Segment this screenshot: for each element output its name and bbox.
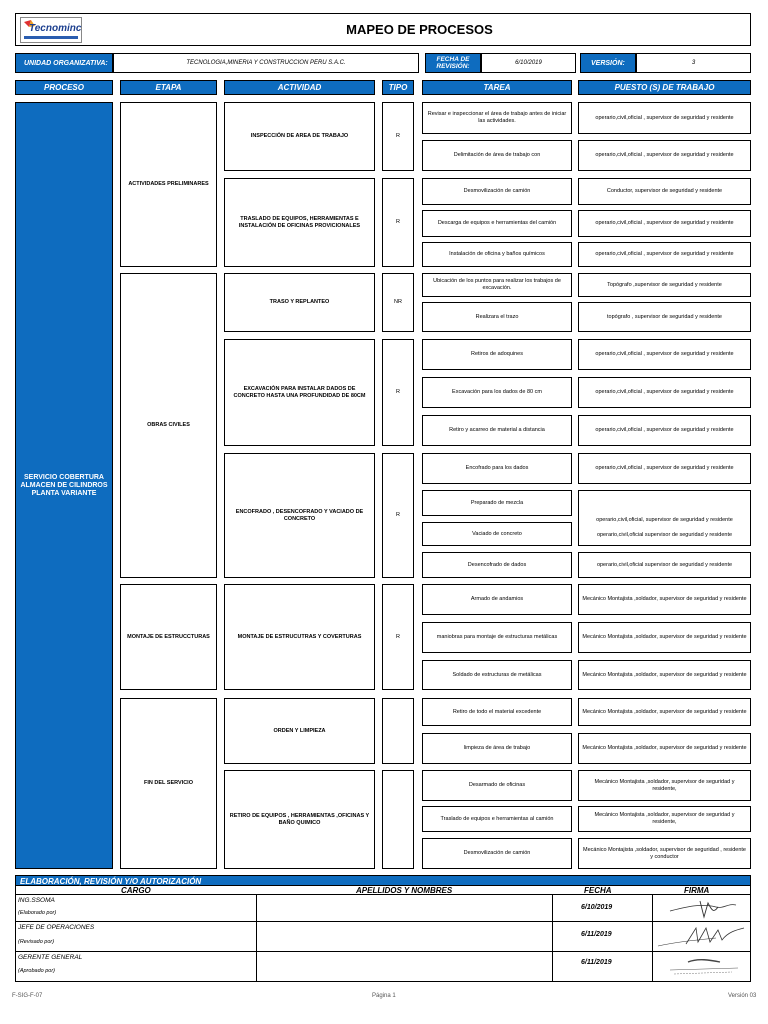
approval-cargo: GERENTE GENERAL <box>18 954 83 961</box>
position-cell: Mecánico Montajista ,soldador, supervisor de seguridad , residente y conductor <box>578 838 751 869</box>
task-cell: Preparado de mezcla <box>422 490 572 516</box>
position-cell: topógrafo , supervisor de seguridad y residente <box>578 302 751 332</box>
revision-date-label: FECHA DE REVISIÓN: <box>425 53 481 73</box>
task-cell: Retiro de todo el material excedente <box>422 698 572 726</box>
approval-cargo: JEFE DE OPERACIONES <box>18 924 95 931</box>
activity-cell: ORDEN Y LIMPIEZA <box>224 698 375 764</box>
tipo-cell: R <box>382 102 414 171</box>
col-firma: FIRMA <box>684 886 710 895</box>
approval-row <box>15 922 751 952</box>
task-cell: Instalación de oficina y baños químicos <box>422 242 572 267</box>
activity-cell: RETIRO DE EQUIPOS , HERRAMIENTAS ,OFICINAS Y BAÑO QUIMICO <box>224 770 375 869</box>
position-cell: operario,civil,oficial supervisor de seguridad y residente <box>578 552 751 578</box>
unit-label: UNIDAD ORGANIZATIVA: <box>15 53 113 73</box>
company-logo <box>20 17 82 43</box>
signature-icon <box>664 956 744 978</box>
activity-cell: TRASO Y REPLANTEO <box>224 273 375 332</box>
footer-page: Página 1 <box>372 993 396 999</box>
approval-fecha: 6/11/2019 <box>581 959 612 966</box>
position-cell: operario,civil,oficial , supervisor de seguridad y residente <box>578 377 751 408</box>
task-cell: Ubicación de los puntos para realizar los trabajos de excavación. <box>422 273 572 297</box>
col-header-proceso: PROCESO <box>15 80 113 95</box>
task-cell: Retiros de adoquines <box>422 339 572 370</box>
position-cell: operario,civil,oficial , supervisor de seguridad y residente <box>578 453 751 484</box>
task-cell: Revisar e inspeccionar el área de trabajo antes de iniciar las actividades. <box>422 102 572 134</box>
task-cell: Soldado de estructuras de metálicas <box>422 660 572 690</box>
tipo-cell <box>382 770 414 869</box>
approval-row <box>15 895 751 922</box>
task-cell: Desarmado de oficinas <box>422 770 572 801</box>
task-cell: Realizara el trazo <box>422 302 572 332</box>
activity-cell: ENCOFRADO , DESENCOFRADO Y VACIADO DE CONCRETO <box>224 453 375 578</box>
position-cell: Mecánico Montajista ,soldador, supervisor de seguridad y residente, <box>578 806 751 832</box>
position-cell: operario,civil,oficial supervisor de seguridad y residente <box>596 532 733 538</box>
version-label: VERSIÓN: <box>580 53 636 73</box>
position-cell: Mecánico Montajista ,soldador, supervisor de seguridad y residente <box>578 698 751 726</box>
approval-fecha: 6/10/2019 <box>581 904 613 911</box>
col-fecha: FECHA <box>584 886 612 895</box>
task-cell: maniobras para montaje de estructuras metálicas <box>422 622 572 653</box>
position-cell: Conductor, supervisor de seguridad y residente <box>578 178 751 205</box>
col-nombres: APELLIDOS Y NOMBRES <box>356 886 453 895</box>
revision-date-value: 6/10/2019 <box>481 53 576 73</box>
position-cell: Mecánico Montajista ,soldador, supervisor de seguridad y residente <box>578 622 751 653</box>
tipo-cell: R <box>382 178 414 267</box>
task-cell: Vaciado de concreto <box>422 522 572 546</box>
position-cell: Mecánico Montajista ,soldador, supervisor de seguridad y residente <box>578 660 751 690</box>
position-cell: operario,civil,oficial , supervisor de seguridad y residente <box>578 415 751 446</box>
signature-icon <box>666 897 746 919</box>
tipo-cell <box>382 698 414 764</box>
approval-fecha: 6/11/2019 <box>581 931 612 938</box>
stage-cell: OBRAS CIVILES <box>120 273 217 578</box>
col-cargo: CARGO <box>121 886 151 895</box>
position-cell: Mecánico Montajista ,soldador, supervisor de seguridad y residente, <box>578 770 751 801</box>
col-header-tarea: TAREA <box>422 80 572 95</box>
position-cell: Mecánico Montajista ,soldador, supervisor de seguridad y residente <box>578 733 751 764</box>
task-cell: Descarga de equipos e herramientas del camión <box>422 210 572 237</box>
signature-icon <box>656 924 751 950</box>
footer-version: Versión 03 <box>728 993 757 999</box>
task-cell: Encofrado para los dados <box>422 453 572 484</box>
task-cell: Desencofrado de dados <box>422 552 572 578</box>
col-header-puesto: PUESTO (S) DE TRABAJO <box>578 80 751 95</box>
activity-cell: TRASLADO DE EQUIPOS, HERRAMIENTAS E INSTALACIÓN DE OFICINAS PROVICIONALES <box>224 178 375 267</box>
tipo-cell: NR <box>382 273 414 332</box>
col-header-actividad: ACTIVIDAD <box>224 80 375 95</box>
col-header-tipo: TIPO <box>382 80 414 95</box>
task-cell: limpieza de área de trabajo <box>422 733 572 764</box>
stage-cell: ACTIVIDADES PRELIMINARES <box>120 102 217 267</box>
logo-text: Tecnominc <box>29 23 82 34</box>
approval-role: (Elaborado por) <box>18 910 57 916</box>
tipo-cell: R <box>382 453 414 578</box>
unit-value: TECNOLOGIA,MINERIA Y CONSTRUCCION PERU S.A.C. <box>113 53 419 73</box>
approval-role: (Aprobado por) <box>18 968 55 974</box>
approval-heading: ELABORACIÓN, REVISIÓN Y/O AUTORIZACIÓN <box>15 875 751 886</box>
position-cell: Topógrafo ,supervisor de seguridad y residente <box>578 273 751 297</box>
position-cell: operario,civil,oficial, supervisor de seguridad y residente <box>578 490 751 546</box>
position-cell: operario,civil,oficial , supervisor de seguridad y residente <box>578 339 751 370</box>
position-cell: operario,civil,oficial , supervisor de seguridad y residente <box>578 102 751 134</box>
tipo-cell: R <box>382 584 414 690</box>
task-cell: Desmovilización de camión <box>422 178 572 205</box>
task-cell: Retiro y acarreo de material a distancia <box>422 415 572 446</box>
approval-row <box>15 952 751 982</box>
position-cell: operario,civil,oficial , supervisor de seguridad y residente <box>578 242 751 267</box>
process-cell: SERVICIO COBERTURA ALMACEN DE CILINDROS PLANTA VARIANTE <box>15 102 113 869</box>
col-header-etapa: ETAPA <box>120 80 217 95</box>
task-cell: Excavación para los dados de 80 cm <box>422 377 572 408</box>
stage-cell: FIN DEL SERVICIO <box>120 698 217 869</box>
task-cell: Traslado de equipos e herramientas al camión <box>422 806 572 832</box>
activity-cell: MONTAJE DE ESTRUCUTRAS Y COVERTURAS <box>224 584 375 690</box>
stage-cell: MONTAJE DE ESTRUCCTURAS <box>120 584 217 690</box>
activity-cell: EXCAVACIÓN PARA INSTALAR DADOS DE CONCRETO HASTA UNA PROFUNDIDAD DE 80CM <box>224 339 375 446</box>
footer-code: F-SIG-F-07 <box>12 993 43 999</box>
tipo-cell: R <box>382 339 414 446</box>
approval-role: (Revisado por) <box>18 939 55 945</box>
task-cell: Delimitación de área de trabajo con <box>422 140 572 171</box>
task-cell: Desmovilización de camión <box>422 838 572 869</box>
position-cell: operario,civil,oficial , supervisor de seguridad y residente <box>578 140 751 171</box>
position-cell: operario,civil,oficial , supervisor de seguridad y residente <box>578 210 751 237</box>
position-cell: Mecánico Montajista ,soldador, supervisor de seguridad y residente <box>578 584 751 615</box>
activity-cell: INSPECCIÓN DE AREA DE TRABAJO <box>224 102 375 171</box>
approval-cargo: ING.SSOMA <box>18 897 55 904</box>
version-value: 3 <box>636 53 751 73</box>
task-cell: Armado de andamios <box>422 584 572 615</box>
page-title: MAPEO DE PROCESOS <box>346 22 493 37</box>
approval-col-header <box>15 886 751 895</box>
